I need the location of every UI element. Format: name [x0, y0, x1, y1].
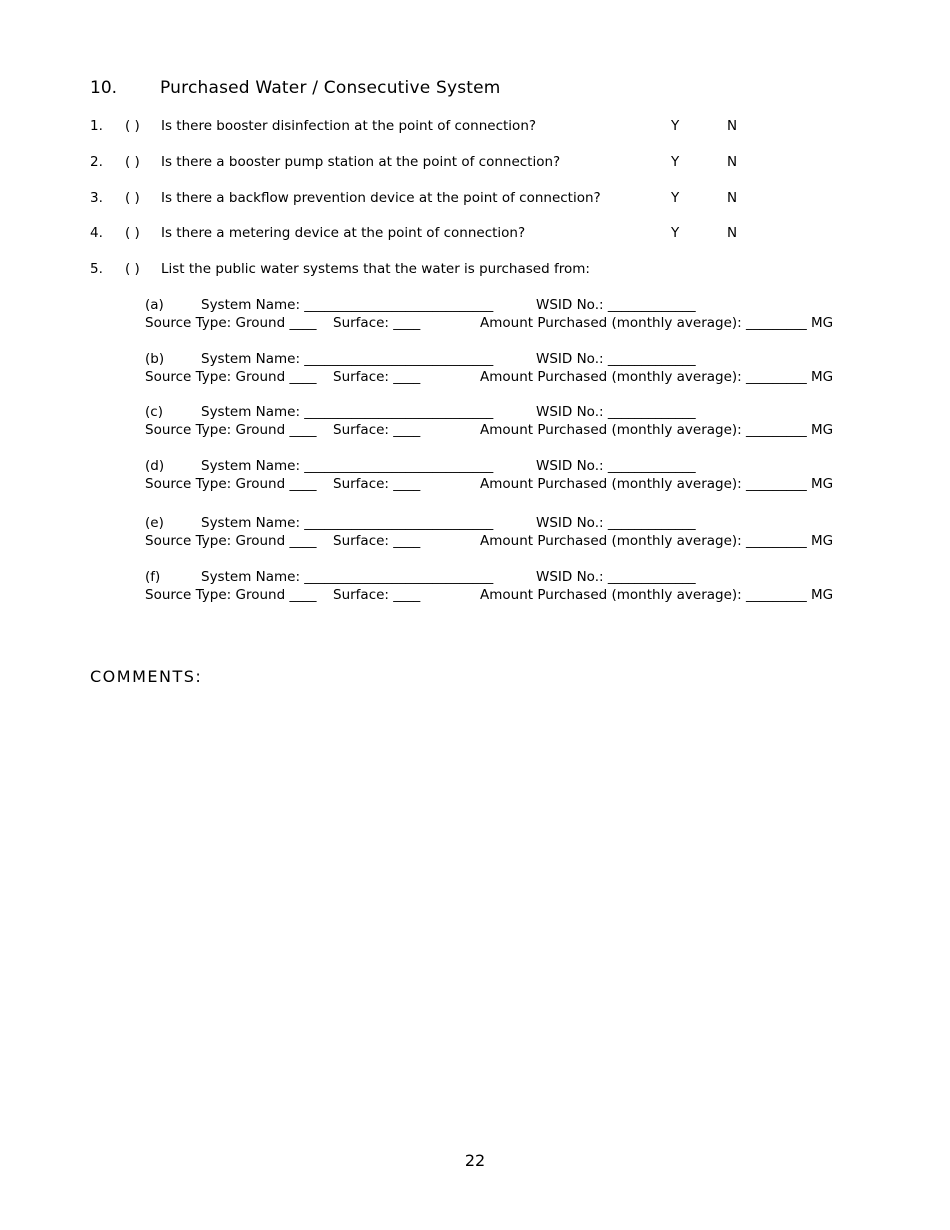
source-type-ground-field[interactable]: Source Type: Ground ____	[145, 369, 317, 385]
source-type-ground-field[interactable]: Source Type: Ground ____	[145, 587, 317, 603]
question-checkbox[interactable]: ( )	[125, 225, 140, 241]
source-type-surface-field[interactable]: Surface: ____	[333, 476, 421, 492]
purchase-entry-d	[145, 458, 845, 494]
question-text: List the public water systems that the water is purchased from:	[161, 261, 590, 277]
question-2	[90, 154, 850, 174]
amount-purchased-field[interactable]: Amount Purchased (monthly average): _________ MG	[480, 422, 834, 438]
amount-purchased-field[interactable]: Amount Purchased (monthly average): _________ MG	[480, 533, 834, 549]
entry-label: (b)	[145, 351, 165, 367]
question-3	[90, 190, 850, 210]
section-number: 10.	[90, 78, 118, 98]
wsid-field[interactable]: WSID No.: _____________	[536, 569, 696, 585]
source-type-ground-field[interactable]: Source Type: Ground ____	[145, 476, 317, 492]
question-checkbox[interactable]: ( )	[125, 261, 140, 277]
system-name-field[interactable]: System Name: ____________________________	[201, 404, 494, 420]
wsid-field[interactable]: WSID No.: _____________	[536, 515, 696, 531]
source-type-surface-field[interactable]: Surface: ____	[333, 587, 421, 603]
source-type-ground-field[interactable]: Source Type: Ground ____	[145, 422, 317, 438]
answer-no[interactable]: N	[727, 225, 738, 241]
entry-label: (c)	[145, 404, 163, 420]
answer-no[interactable]: N	[727, 154, 738, 170]
purchase-entry-a	[145, 297, 845, 333]
amount-purchased-field[interactable]: Amount Purchased (monthly average): _________ MG	[480, 476, 834, 492]
wsid-field[interactable]: WSID No.: _____________	[536, 351, 696, 367]
entry-label: (d)	[145, 458, 165, 474]
question-checkbox[interactable]: ( )	[125, 190, 140, 206]
comments-label: COMMENTS:	[90, 667, 203, 686]
system-name-field[interactable]: System Name: ____________________________	[201, 297, 494, 313]
answer-yes[interactable]: Y	[671, 154, 680, 170]
system-name-field[interactable]: System Name: ____________________________	[201, 351, 494, 367]
system-name-field[interactable]: System Name: ____________________________	[201, 458, 494, 474]
question-1	[90, 118, 850, 138]
amount-purchased-field[interactable]: Amount Purchased (monthly average): _________ MG	[480, 369, 834, 385]
answer-no[interactable]: N	[727, 190, 738, 206]
amount-purchased-field[interactable]: Amount Purchased (monthly average): _________ MG	[480, 315, 834, 331]
system-name-field[interactable]: System Name: ____________________________	[201, 515, 494, 531]
source-type-ground-field[interactable]: Source Type: Ground ____	[145, 315, 317, 331]
entry-label: (f)	[145, 569, 161, 585]
answer-no[interactable]: N	[727, 118, 738, 134]
question-text: Is there a backflow prevention device at the point of connection?	[161, 190, 601, 206]
question-number: 2.	[90, 154, 103, 170]
question-5	[90, 261, 850, 281]
page-number: 22	[464, 1151, 486, 1170]
amount-purchased-field[interactable]: Amount Purchased (monthly average): _________ MG	[480, 587, 834, 603]
source-type-surface-field[interactable]: Surface: ____	[333, 533, 421, 549]
answer-yes[interactable]: Y	[671, 225, 680, 241]
purchase-entry-b	[145, 351, 845, 387]
wsid-field[interactable]: WSID No.: _____________	[536, 458, 696, 474]
source-type-ground-field[interactable]: Source Type: Ground ____	[145, 533, 317, 549]
question-number: 4.	[90, 225, 103, 241]
entry-label: (e)	[145, 515, 164, 531]
question-text: Is there a metering device at the point of connection?	[161, 225, 526, 241]
source-type-surface-field[interactable]: Surface: ____	[333, 315, 421, 331]
source-type-surface-field[interactable]: Surface: ____	[333, 369, 421, 385]
question-number: 5.	[90, 261, 103, 277]
question-number: 1.	[90, 118, 103, 134]
source-type-surface-field[interactable]: Surface: ____	[333, 422, 421, 438]
wsid-field[interactable]: WSID No.: _____________	[536, 404, 696, 420]
question-text: Is there booster disinfection at the point of connection?	[161, 118, 537, 134]
purchase-entry-e	[145, 515, 845, 551]
section-title: Purchased Water / Consecutive System	[160, 78, 501, 98]
question-checkbox[interactable]: ( )	[125, 154, 140, 170]
wsid-field[interactable]: WSID No.: _____________	[536, 297, 696, 313]
system-name-field[interactable]: System Name: ____________________________	[201, 569, 494, 585]
question-4	[90, 225, 850, 245]
question-number: 3.	[90, 190, 103, 206]
purchase-entry-c	[145, 404, 845, 440]
entry-label: (a)	[145, 297, 164, 313]
purchase-entry-f	[145, 569, 845, 605]
question-text: Is there a booster pump station at the point of connection?	[161, 154, 561, 170]
question-checkbox[interactable]: ( )	[125, 118, 140, 134]
answer-yes[interactable]: Y	[671, 118, 680, 134]
answer-yes[interactable]: Y	[671, 190, 680, 206]
